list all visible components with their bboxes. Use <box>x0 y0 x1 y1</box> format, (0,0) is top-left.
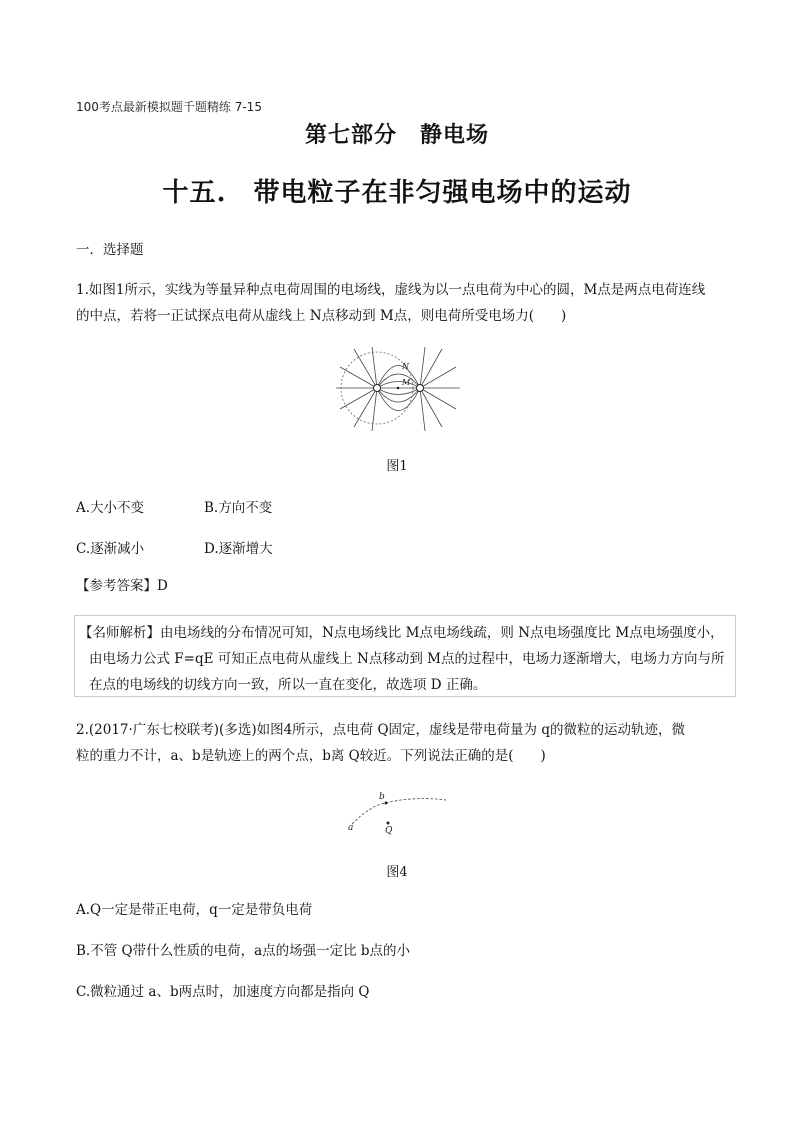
q2-text-line1: 2.(2017·广东七校联考)(多选)如图4所示，点电荷 Q固定，虚线是带电荷量为 q的微粒的运动轨迹，微 <box>76 722 685 738</box>
figure-4-trajectory <box>340 788 450 836</box>
q1-option-d: D.逐渐增大 <box>204 541 273 557</box>
figure-1-field-lines <box>332 345 464 435</box>
q1-analysis-box <box>74 615 736 697</box>
figure-1-label-m: M <box>402 378 411 387</box>
section-label: 一．选择题 <box>76 242 144 258</box>
series-header: 100考点最新模拟题千题精练 7-15 <box>76 100 262 114</box>
figure-4-label-a: a <box>348 823 354 833</box>
figure-4-label-b: b <box>379 792 385 802</box>
part-title: 第七部分 静电场 <box>304 122 489 148</box>
section-title: 十五. 带电粒子在非匀强电场中的运动 <box>162 178 632 208</box>
q1-option-c: C.逐渐减小 <box>76 541 145 557</box>
q1-answer: 【参考答案】D <box>76 578 168 594</box>
figure-1-label-n: N <box>402 362 409 371</box>
q2-option-c: C.微粒通过 a、b两点时，加速度方向都是指向 Q <box>76 984 370 1000</box>
q1-analysis-line3: 在点的电场线的切线方向一致，所以一直在变化，故选项 D 正确。 <box>89 677 487 693</box>
figure-4-caption: 图4 <box>386 865 408 880</box>
q1-text-line2: 的中点，若将一正试探点电荷从虚线上 N点移动到 M点，则电荷所受电场力( ) <box>76 308 567 324</box>
q1-analysis-line1: 【名师解析】由电场线的分布情况可知，N点电场线比 M点电场线疏，则 N点电场强度比 M点电场强度小， <box>79 625 724 641</box>
figure-1-caption: 图1 <box>386 459 408 474</box>
q1-text-line1: 1.如图1所示，实线为等量异种点电荷周围的电场线，虚线为以一点电荷为中心的圆，M点是两点电荷连线 <box>76 282 706 298</box>
q2-text-line2: 粒的重力不计，a、b是轨迹上的两个点，b离 Q较近。下列说法正确的是( ) <box>76 748 546 764</box>
q1-option-a: A.大小不变 <box>76 500 145 516</box>
q1-option-b: B.方向不变 <box>204 500 273 516</box>
figure-4-label-q: Q <box>385 826 393 836</box>
q2-option-a: A.Q一定是带正电荷，q一定是带负电荷 <box>76 902 313 918</box>
q1-analysis-line2: 由电场力公式 F=qE 可知正点电荷从虚线上 N点移动到 M点的过程中，电场力逐渐增大，电场力方向与所 <box>89 651 725 667</box>
q2-option-b: B.不管 Q带什么性质的电荷，a点的场强一定比 b点的小 <box>76 943 411 959</box>
